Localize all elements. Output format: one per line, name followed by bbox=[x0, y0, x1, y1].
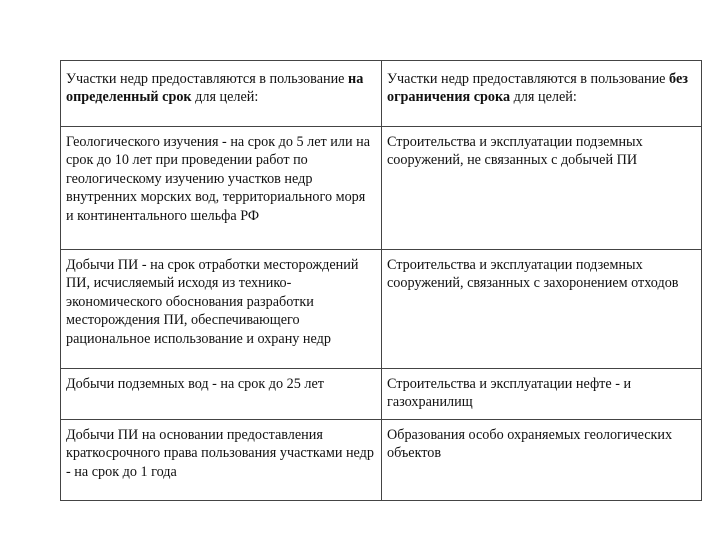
header-fixed-bold: на определенный срок bbox=[66, 71, 364, 106]
table-row bbox=[61, 369, 702, 420]
header-unlimited-suffix: для целей: bbox=[510, 89, 577, 106]
cell-unlimited-term: Строительства и эксплуатации подземных сооружений, связанных с захоронением отходов bbox=[382, 250, 702, 369]
cell-fixed-term: Добычи ПИ - на срок отработки месторождений ПИ, исчисляемый исходя из технико-экономического обоснования разработки месторождения ПИ, обеспечивающего рациональное использование и охрану недр bbox=[61, 250, 382, 369]
cell-fixed-term: Геологического изучения - на срок до 5 лет или на срок до 10 лет при проведении работ по геологическому изучению участков недр внутренних морских вод, территориального моря и континентального шельфа РФ bbox=[61, 127, 382, 250]
header-cell-fixed-term bbox=[61, 61, 382, 127]
table-row bbox=[61, 420, 702, 501]
header-fixed-prefix: Участки недр предоставляются в пользование bbox=[66, 71, 349, 87]
header-unlimited-bold: без ограничения срока bbox=[387, 71, 688, 106]
cell-fixed-term: Добычи ПИ на основании предоставления краткосрочного права пользования участками недр - на срок до 1 года bbox=[61, 420, 382, 501]
header-unlimited-prefix: Участки недр предоставляются в пользование bbox=[387, 71, 670, 87]
subsoil-use-table bbox=[60, 60, 702, 501]
header-cell-unlimited-term bbox=[382, 61, 702, 127]
cell-fixed-term: Добычи подземных вод - на срок до 25 лет bbox=[61, 369, 382, 420]
header-fixed-suffix: для целей: bbox=[191, 89, 259, 106]
cell-unlimited-term: Строительства и эксплуатации подземных сооружений, не связанных с добычей ПИ bbox=[382, 127, 702, 250]
table-row bbox=[61, 250, 702, 369]
table-header-row bbox=[61, 61, 702, 127]
cell-unlimited-term: Образования особо охраняемых геологических объектов bbox=[382, 420, 702, 501]
table-row bbox=[61, 127, 702, 250]
cell-unlimited-term: Строительства и эксплуатации нефте - и газохранилищ bbox=[382, 369, 702, 420]
